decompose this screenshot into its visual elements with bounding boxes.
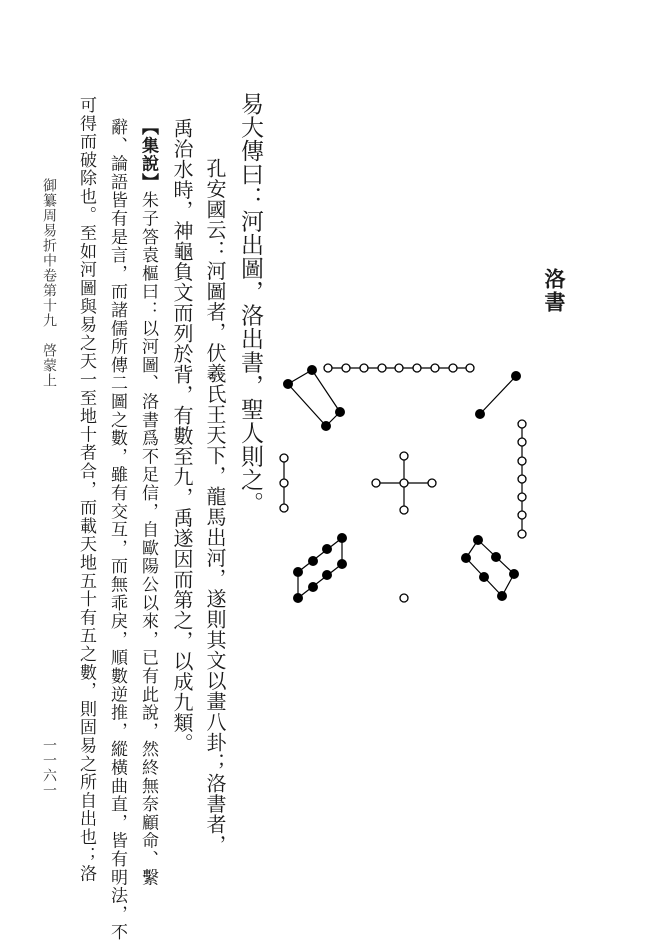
jishuo-column-1 — [139, 118, 156, 887]
section-title: 洛書 — [542, 268, 567, 314]
four-solid-dots — [283, 365, 345, 431]
six-solid-dots — [461, 535, 519, 601]
luoshu-diagram — [270, 350, 540, 610]
eight-solid-dots — [293, 533, 347, 603]
jishuo-bracket-label: 【集說】 — [138, 118, 158, 192]
one-hollow-dot — [400, 594, 408, 602]
jishuo-column-1-text: 朱子答袁樞曰：以河圖、洛書爲不足信，自歐陽公以來，已有此說，然終無奈顧命、繫 — [138, 191, 158, 887]
kong-commentary-column-2: 禹治水時，神龜負文而列於背，有數至九，禹遂因而第之，以成九類。 — [170, 118, 194, 754]
jishuo-column-2: 辭、論語皆有是言，而諸儒所傳二圖之數，雖有交互，而無乖戾，順數逆推，縱橫曲直，皆有明法，不 — [107, 118, 127, 942]
nine-hollow-dots — [324, 364, 474, 372]
classic-quote-column: 易大傳曰：河出圖，洛出書，聖人則之。 — [237, 92, 263, 515]
kong-commentary-column-1: 孔安國云：河圖者，伏羲氏王天下，龍馬出河，遂則其文以畫八卦；洛書者， — [203, 158, 227, 855]
footer-book-title: 御纂周易折中卷第十九 啓蒙上 — [41, 178, 57, 388]
jishuo-column-3: 可得而破除也。至如河圖與易之天一至地十者合，而載天地五十有五之數，則固易之所自出也；洛 — [76, 96, 96, 883]
page-number: 一一六一 — [41, 738, 57, 798]
